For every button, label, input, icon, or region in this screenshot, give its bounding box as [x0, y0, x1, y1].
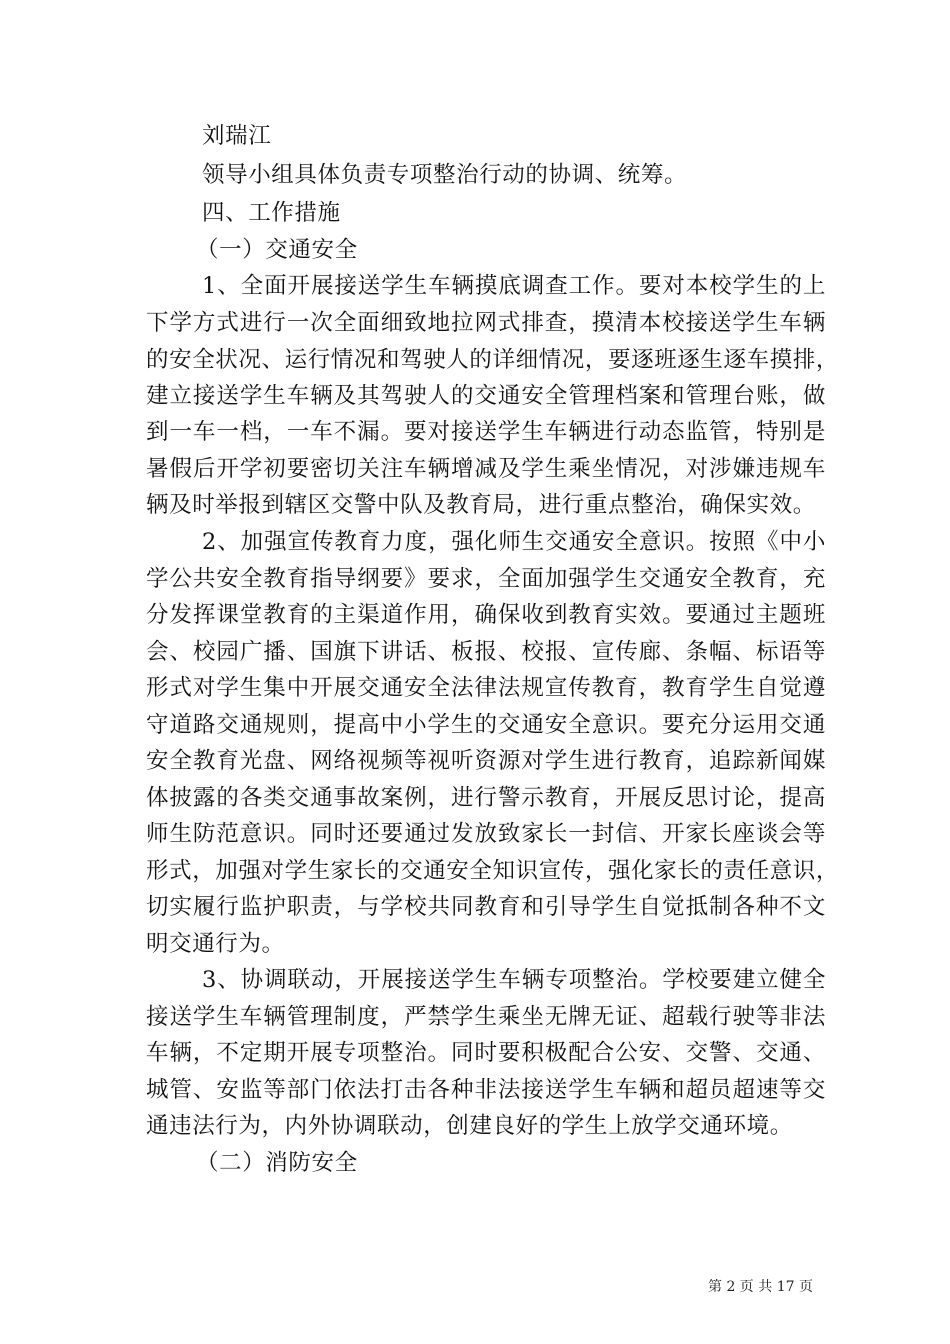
text-line: 辆及时举报到辖区交警中队及教育局，进行重点整治，确保实效。: [146, 492, 816, 518]
text-line: 接送学生车辆管理制度，严禁学生乘坐无牌无证、超载行驶等非法: [146, 1004, 826, 1030]
text-line: 1、全面开展接送学生车辆摸底调查工作。要对本校学生的上: [202, 273, 826, 299]
text-line: 体披露的各类交通事故案例，进行警示教育，开展反思讨论，提高: [146, 785, 826, 811]
section-heading: 四、工作措施: [202, 200, 341, 226]
text-line: 城管、安监等部门依法打击各种非法接送学生车辆和超员超速等交: [146, 1077, 826, 1103]
text-line: 形式对学生集中开展交通安全法律法规宣传教育，教育学生自觉遵: [146, 675, 826, 701]
text-line: 分发挥课堂教育的主渠道作用，确保收到教育实效。要通过主题班: [146, 602, 826, 628]
text-line: 刘瑞江: [202, 123, 272, 149]
text-line: 到一车一档，一车不漏。要对接送学生车辆进行动态监管，特别是: [146, 419, 826, 445]
text-line: 车辆，不定期开展专项整治。同时要积极配合公安、交警、交通、: [146, 1040, 826, 1066]
text-line: 形式，加强对学生家长的交通安全知识宣传，强化家长的责任意识，: [146, 858, 840, 884]
text-line: 的安全状况、运行情况和驾驶人的详细情况，要逐班逐生逐车摸排，: [146, 347, 840, 373]
text-line: 下学方式进行一次全面细致地拉网式排查，摸清本校接送学生车辆: [146, 310, 826, 336]
text-line: 明交通行为。: [146, 931, 285, 957]
page-number-footer: 第 2 页 共 17 页: [708, 1279, 813, 1295]
text-line: 师生防范意识。同时还要通过发放致家长一封信、开家长座谈会等: [146, 821, 826, 847]
text-line: 领导小组具体负责专项整治行动的协调、统筹。: [202, 162, 688, 188]
subsection-heading: （一）交通安全: [196, 237, 358, 263]
text-line: 通违法行为，内外协调联动，创建良好的学生上放学交通环境。: [146, 1113, 793, 1139]
text-line: 学公共安全教育指导纲要》要求，全面加强学生交通安全教育，充: [146, 566, 826, 592]
text-line: 2、加强宣传教育力度，强化师生交通安全意识。按照《中小: [202, 529, 826, 555]
text-line: 切实履行监护职责，与学校共同教育和引导学生自觉抵制各种不文: [146, 894, 826, 920]
text-line: 3、协调联动，开展接送学生车辆专项整治。学校要建立健全: [202, 967, 826, 993]
text-line: 安全教育光盘、网络视频等视听资源对学生进行教育，追踪新闻媒: [146, 748, 826, 774]
text-line: 会、校园广播、国旗下讲话、板报、校报、宣传廊、条幅、标语等: [146, 639, 826, 665]
text-line: 守道路交通规则，提高中小学生的交通安全意识。要充分运用交通: [146, 712, 826, 738]
subsection-heading: （二）消防安全: [196, 1150, 358, 1176]
text-line: 建立接送学生车辆及其驾驶人的交通安全管理档案和管理台账，做: [146, 383, 826, 409]
text-line: 暑假后开学初要密切关注车辆增减及学生乘坐情况，对涉嫌违规车: [146, 456, 826, 482]
